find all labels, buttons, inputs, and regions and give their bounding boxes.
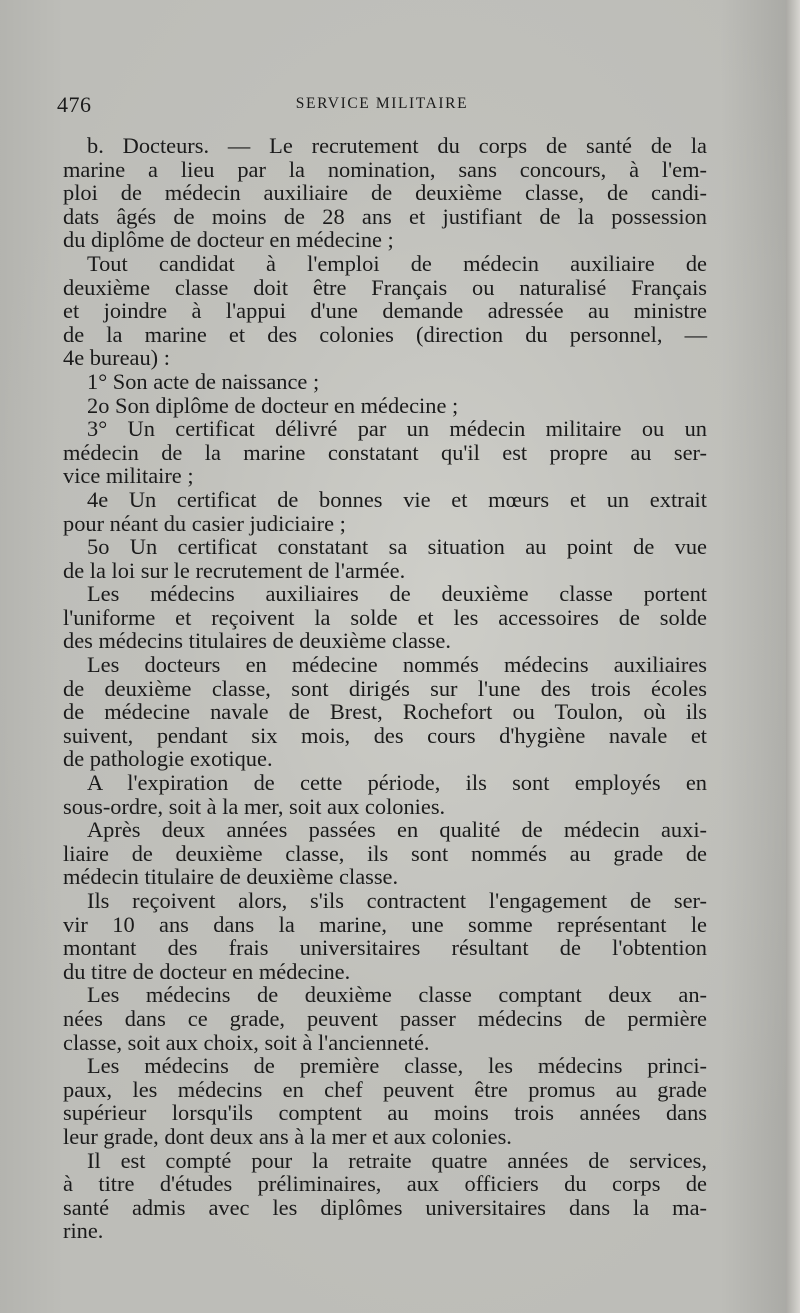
text-line: médecin titulaire de deuxième classe.	[63, 864, 399, 890]
text-line: vir 10 ans dans la marine, une somme représentant le	[63, 911, 707, 937]
text-line: Les docteurs en médecine nommés médecins auxiliaires	[87, 652, 707, 678]
text-line: Il est compté pour la retraite quatre années de services,	[87, 1147, 707, 1173]
page-edge	[786, 0, 800, 1313]
page-number: 476	[57, 92, 92, 117]
text-line: de la loi sur le recrutement de l'armée.	[63, 557, 406, 583]
text-line: montant des frais universitaires résultant de l'obtention	[63, 935, 707, 961]
text-line: 4e bureau) :	[63, 345, 170, 371]
running-head: SERVICE MILITAIRE	[295, 95, 469, 112]
text-line: sous-ordre, soit à la mer, soit aux colonies.	[63, 793, 446, 819]
text-line: 4e Un certificat de bonnes vie et mœurs et un extrait	[87, 486, 707, 512]
text-line: A l'expiration de cette période, ils sont employés en	[87, 770, 707, 796]
page-header	[57, 92, 707, 118]
text-line: Les médecins de première classe, les médecins princi-	[87, 1053, 707, 1079]
text-line: santé admis avec les diplômes universitaires dans la ma-	[63, 1194, 707, 1220]
text-line: de la marine et des colonies (direction du personnel, —	[63, 321, 707, 347]
text-line: liaire de deuxième classe, ils sont nommés au grade de	[63, 840, 707, 866]
text-line: 3° Un certificat délivré par un médecin militaire ou un	[87, 416, 707, 442]
text-line: ploi de médecin auxiliaire de deuxième classe, de candi-	[63, 180, 707, 206]
text-line: leur grade, dont deux ans à la mer et aux colonies.	[63, 1123, 512, 1149]
text-line: de deuxième classe, sont dirigés sur l'une des trois écoles	[63, 675, 707, 701]
text-line: marine a lieu par la nomination, sans concours, à l'em-	[63, 156, 707, 182]
text-line: paux, les médecins en chef peuvent être promus au grade	[63, 1076, 707, 1102]
text-line: dats âgés de moins de 28 ans et justifiant de la possession	[63, 203, 707, 229]
text-line: l'uniforme et reçoivent la solde et les accessoires de solde	[63, 604, 707, 630]
text-line: rine.	[63, 1218, 104, 1244]
text-line: du titre de docteur en médecine.	[63, 958, 351, 984]
text-line: 1° Son acte de naissance ;	[87, 368, 320, 394]
text-line: pour néant du casier judiciaire ;	[63, 510, 346, 536]
text-line: deuxième classe doit être Français ou naturalisé Français	[63, 274, 707, 300]
text-line: 2o Son diplôme de docteur en médecine ;	[87, 392, 459, 418]
text-line: vice militaire ;	[63, 463, 194, 489]
text-line: Ils reçoivent alors, s'ils contractent l'engagement de ser-	[87, 888, 707, 913]
text-line: des médecins titulaires de deuxième classe.	[63, 628, 451, 654]
text-line: de pathologie exotique.	[63, 746, 273, 772]
text-line: à titre d'études préliminaires, aux officiers du corps de	[63, 1171, 707, 1197]
text-line: Après deux années passées en qualité de médecin auxi-	[87, 817, 707, 843]
text-line: nées dans ce grade, peuvent passer médecins de permière	[63, 1005, 707, 1031]
text-line: du diplôme de docteur en médecine ;	[63, 227, 394, 253]
text-line: et joindre à l'appui d'une demande adressée au ministre	[63, 298, 707, 324]
text-line: Les médecins de deuxième classe comptant deux an-	[87, 982, 707, 1008]
text-line: supérieur lorsqu'ils comptent au moins trois années dans	[63, 1100, 707, 1126]
text-line: b. Docteurs. — Le recrutement du corps de santé de la	[87, 133, 707, 158]
text-line: de médecine navale de Brest, Rochefort ou Toulon, où ils	[63, 699, 707, 725]
text-line: médecin de la marine constatant qu'il est propre au ser-	[63, 439, 707, 465]
text-line: 5o Un certificat constatant sa situation au point de vue	[87, 534, 707, 560]
text-line: Les médecins auxiliaires de deuxième classe portent	[87, 581, 707, 607]
body-text	[63, 134, 707, 1243]
text-line: suivent, pendant six mois, des cours d'hygiène navale et	[63, 722, 707, 748]
text-line: classe, soit aux choix, soit à l'ancienneté.	[63, 1029, 430, 1055]
text-line: Tout candidat à l'emploi de médecin auxiliaire de	[87, 250, 707, 276]
